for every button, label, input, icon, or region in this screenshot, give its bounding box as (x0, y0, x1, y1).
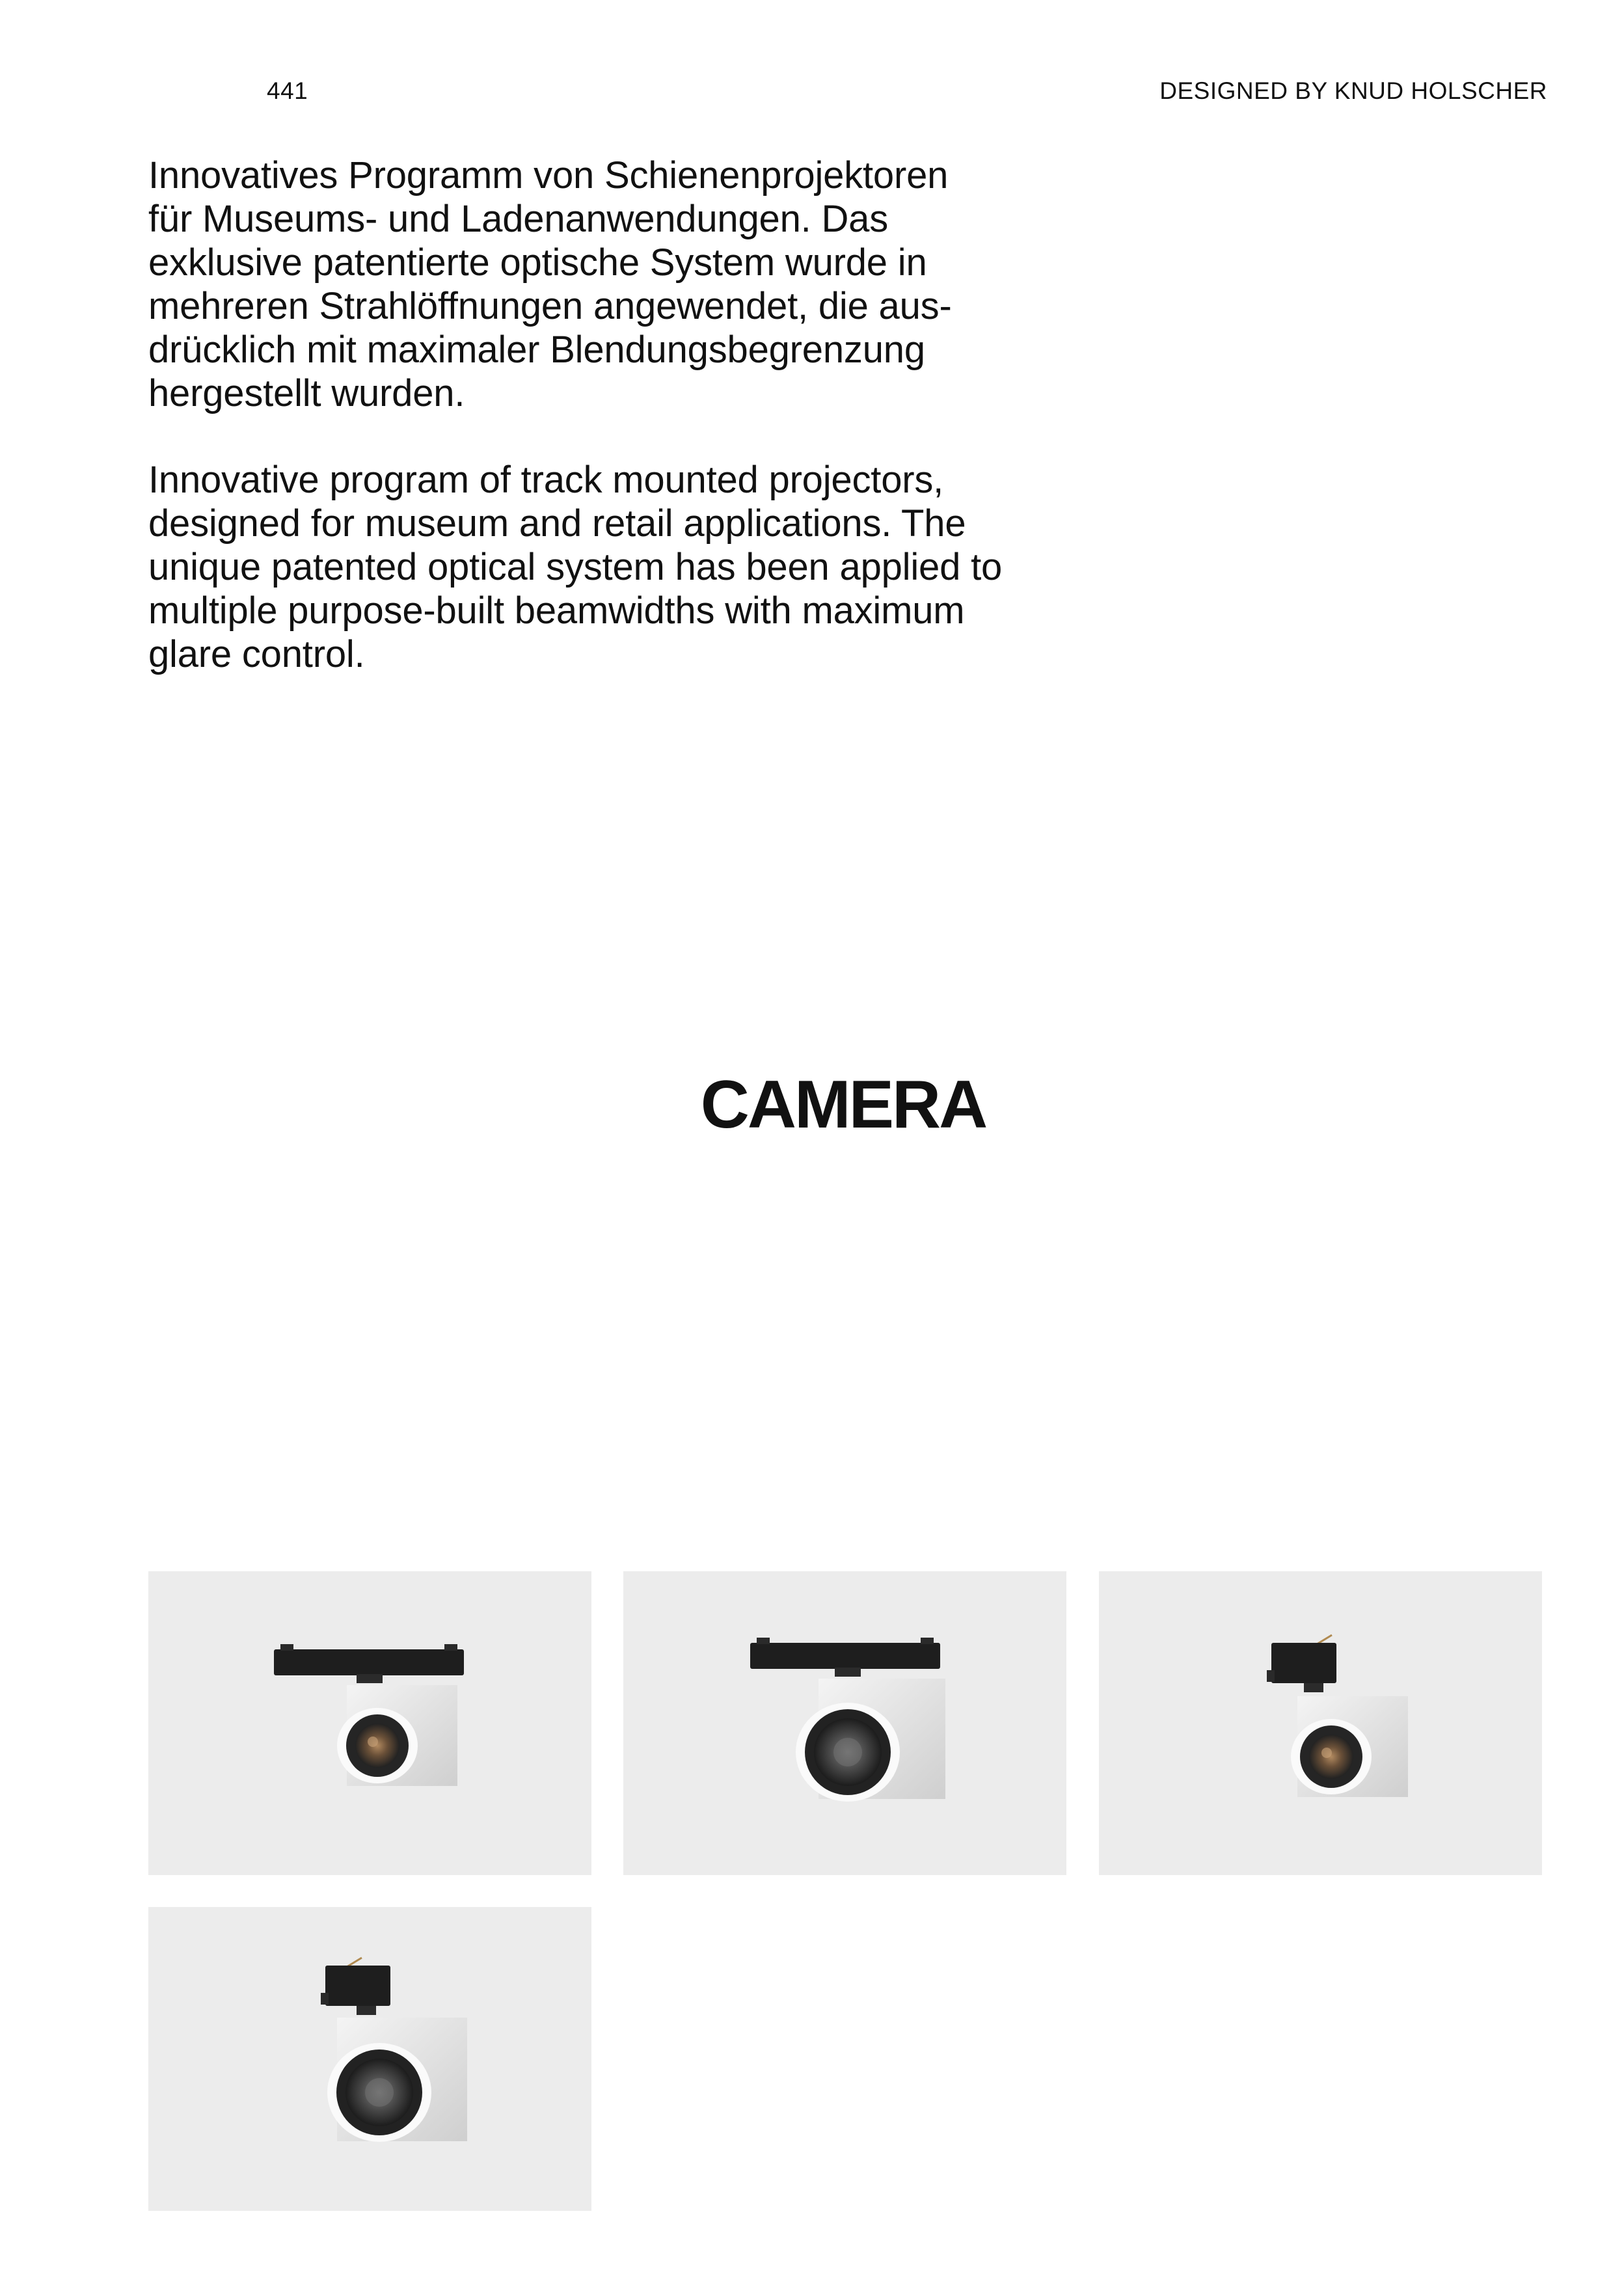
product-image-long-adapter-small (148, 1571, 591, 1875)
spotlight-compact-adapter-large-image (148, 1907, 591, 2211)
product-image-compact-adapter-large (148, 1907, 591, 2211)
product-image-compact-adapter-small (1099, 1571, 1542, 1875)
english-description: Innovative program of track mounted projectors, designed for museum and retail applications. The unique patented optical system has been applied to multiple purpose-built beamwidths with maximum glare control. (148, 459, 1003, 675)
spotlight-long-adapter-small-image (148, 1571, 591, 1875)
spotlight-long-adapter-large-image (623, 1571, 1066, 1875)
designer-credit: DESIGNED BY KNUD HOLSCHER (1159, 77, 1547, 104)
product-title: CAMERA (700, 1067, 986, 1142)
spotlight-compact-adapter-small-image (1099, 1571, 1542, 1875)
product-image-long-adapter-large (623, 1571, 1066, 1875)
german-description: Innovatives Programm von Schienenprojektoren für Museums- und Ladenanwendungen. Das exklusive patentierte optische System wurde in mehreren Strahlöffnungen angewendet, die aus- drücklich mit maximaler Blendungsbegrenzung hergestellt wurden. (148, 154, 952, 414)
page-number: 441 (267, 77, 308, 104)
intro-text (148, 154, 1111, 676)
